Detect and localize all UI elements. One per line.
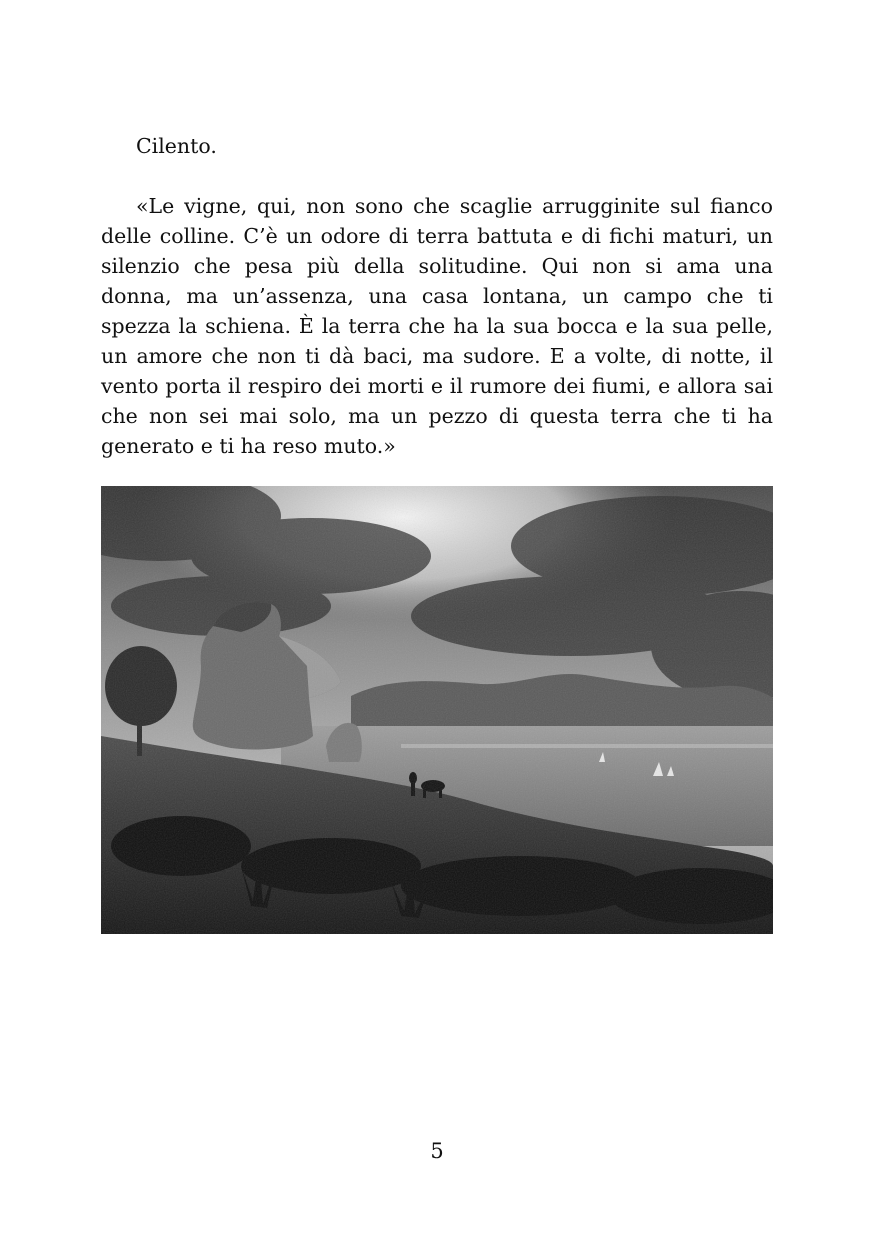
place-heading: Cilento.	[136, 134, 217, 158]
paragraph-spacer	[101, 161, 773, 191]
page-number: 5	[430, 1139, 444, 1163]
text-block	[101, 131, 773, 461]
landscape-drawing	[101, 486, 773, 934]
charcoal-grain	[101, 486, 773, 934]
quote-paragraph: «Le vigne, qui, non sono che scaglie arrugginite sul fianco delle colline. C’è un odore di terra battuta e di fichi maturi, un silenzio che pesa più della solitudine. Qui non si ama una donna, ma un’assenza, una casa lontana, un campo che ti spezza la schiena. È la terra che ha la sua bocca e la sua pelle, un amore che non ti dà baci, ma sudore. E a volte, di notte, il vento porta il respiro dei morti e il rumore dei fiumi, e allora sai che non sei mai solo, ma un pezzo di questa terra che ti ha generato e ti ha reso muto.»	[101, 194, 773, 458]
landscape-illustration	[101, 486, 773, 934]
